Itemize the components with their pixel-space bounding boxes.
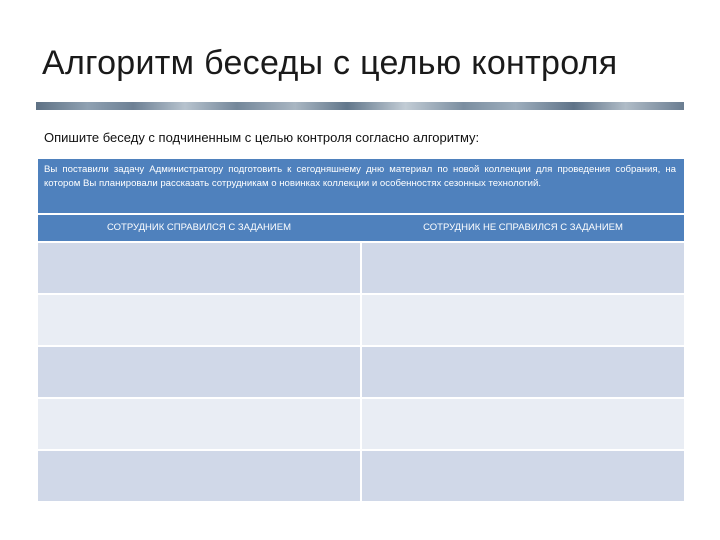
table-cell[interactable] <box>38 243 360 293</box>
table-cell[interactable] <box>360 347 684 397</box>
table-row <box>38 243 684 295</box>
table-cell[interactable] <box>38 295 360 345</box>
table-cell[interactable] <box>360 451 684 501</box>
table-cell[interactable] <box>38 399 360 449</box>
column-header-completed: СОТРУДНИК СПРАВИЛСЯ С ЗАДАНИЕМ <box>107 222 291 233</box>
scenario-cell: Вы поставили задачу Администратору подготовить к сегодняшнему дню материал по новой коллекции для проведения собрания, на котором Вы планировали рассказать сотрудникам о новинках коллекции и особенностях сезонных технологий. <box>38 159 684 215</box>
table-cell[interactable] <box>38 347 360 397</box>
slide-title: Алгоритм беседы с целью контроля <box>42 44 618 82</box>
instruction-text: Опишите беседу с подчиненным с целью контроля согласно алгоритму: <box>44 130 480 145</box>
column-header-not-completed: СОТРУДНИК НЕ СПРАВИЛСЯ С ЗАДАНИЕМ <box>360 215 684 241</box>
table-cell[interactable] <box>360 399 684 449</box>
table-cell[interactable] <box>360 295 684 345</box>
table-cell[interactable] <box>38 451 360 501</box>
conversation-table <box>38 159 684 503</box>
table-cell[interactable] <box>360 243 684 293</box>
table-header-row <box>38 215 684 243</box>
title-divider-bar <box>36 102 684 110</box>
table-row <box>38 347 684 399</box>
table-row <box>38 451 684 503</box>
table-row <box>38 295 684 347</box>
table-row <box>38 399 684 451</box>
